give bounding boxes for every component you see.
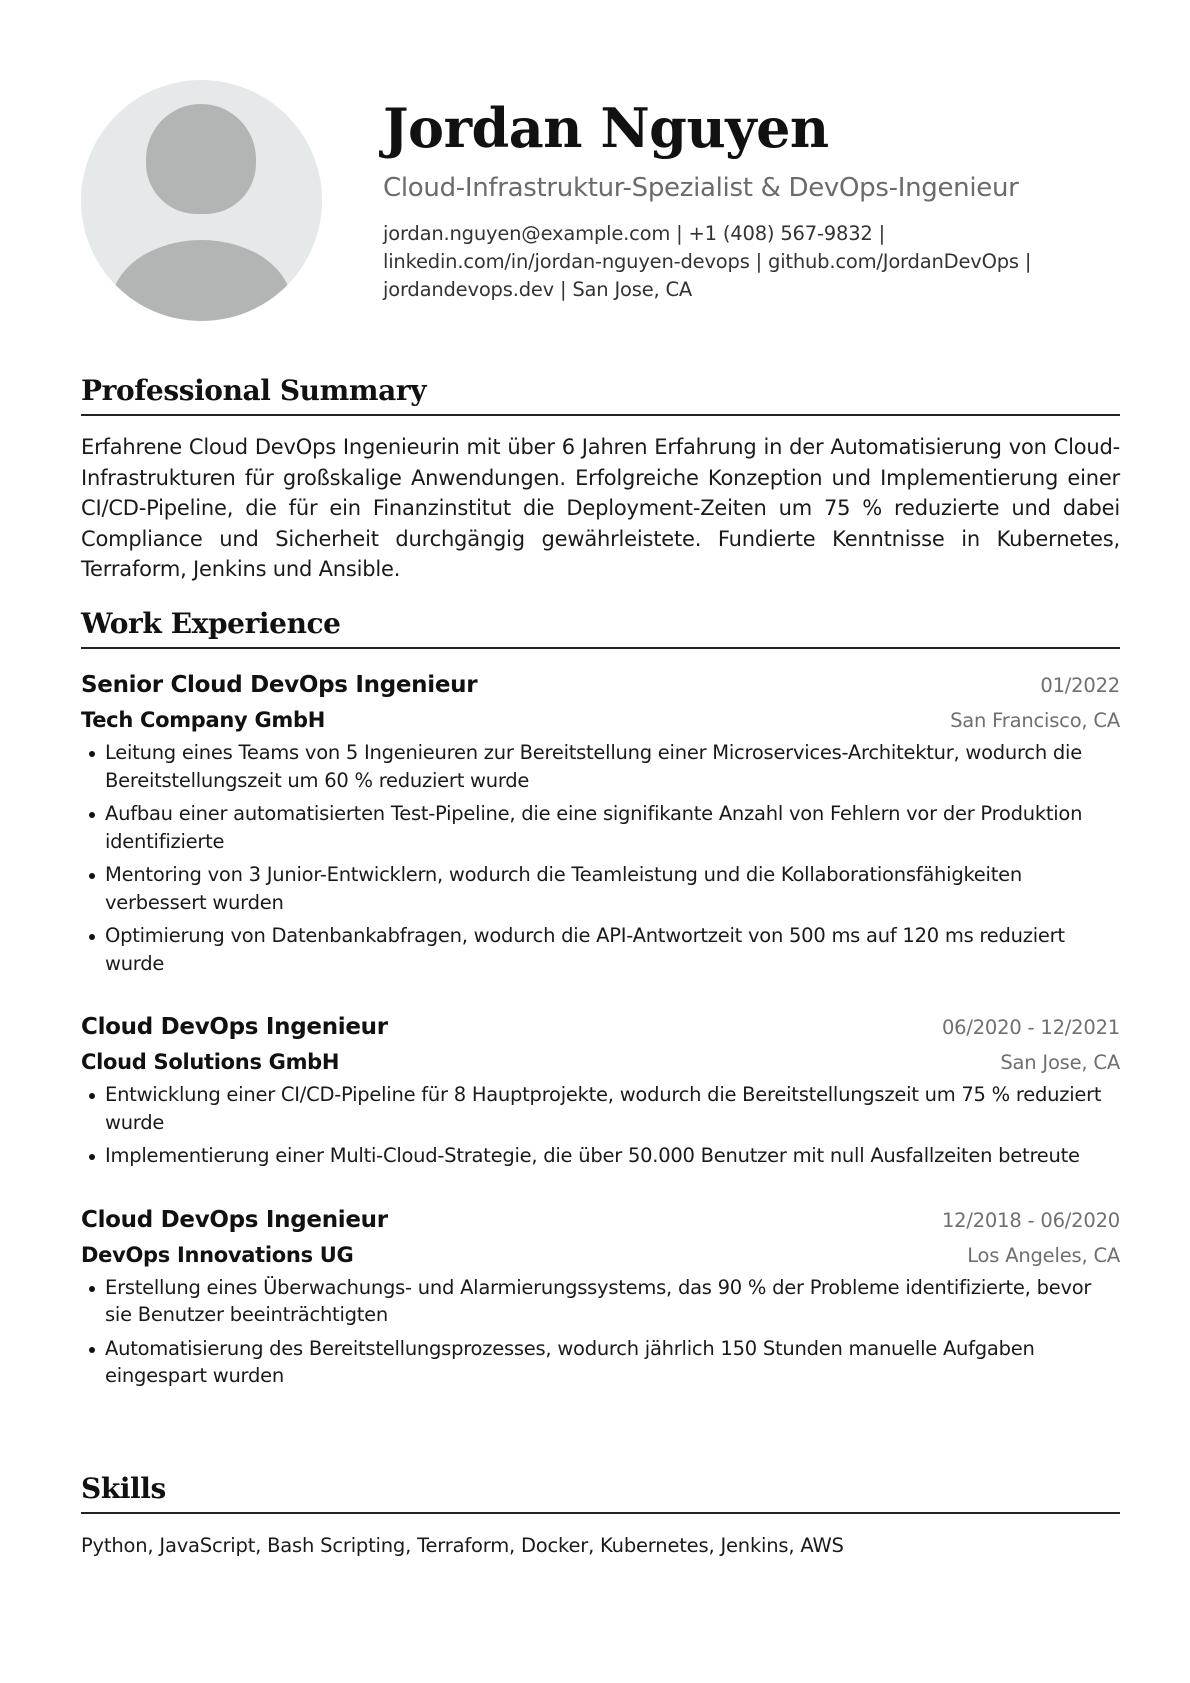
section-heading: Skills xyxy=(81,1470,1120,1514)
contact-line: linkedin.com/in/jordan-nguyen-devops | github.com/JordanDevOps | xyxy=(383,250,1032,273)
job-entry xyxy=(81,1009,1120,1170)
bullet-item: Implementierung einer Multi-Cloud-Strategie, die über 50.000 Benutzer mit null Ausfallzeiten betreute xyxy=(81,1142,1120,1170)
bullet-item: Automatisierung des Bereitstellungsprozesses, wodurch jährlich 150 Stunden manuelle Aufgaben eingespart wurden xyxy=(81,1335,1120,1390)
section-heading: Professional Summary xyxy=(81,372,1120,416)
contact-line: jordan.nguyen@example.com | +1 (408) 567-9832 | xyxy=(383,222,885,245)
contact-line: jordandevops.dev | San Jose, CA xyxy=(383,278,693,301)
job-date: 01/2022 xyxy=(1040,674,1120,697)
resume-header xyxy=(383,92,1120,304)
job-location: San Jose, CA xyxy=(1000,1051,1120,1074)
job-title: Cloud DevOps Ingenieur xyxy=(81,1014,388,1040)
job-location: Los Angeles, CA xyxy=(967,1243,1120,1267)
experience-section xyxy=(81,605,1120,1396)
bullet-item: Leitung eines Teams von 5 Ingenieuren zur Bereitstellung einer Microservices-Architektur, wodurch die Bereitstellungszeit um 60 % reduziert wurde xyxy=(81,739,1120,794)
job-location: San Francisco, CA xyxy=(950,709,1120,732)
summary-text: Erfahrene Cloud DevOps Ingenieurin mit über 6 Jahren Erfahrung in der Automatisierung von Cloud-Infrastrukturen für großskalige Anwendungen. Erfolgreiche Konzeption und Implementierung einer CI/CD-Pipeline, die für ein Finanzinstitut die Deployment-Zeiten um 75 % reduzierte und dabei Compliance und Sicherheit durchgängig gewährleistete. Fundierte Kenntnisse in Kubernetes, Terraform, Jenkins und Ansible. xyxy=(81,435,1120,581)
job-date: 06/2020 - 12/2021 xyxy=(941,1016,1120,1039)
profile-photo-placeholder xyxy=(81,80,322,321)
bullet-item: Optimierung von Datenbankabfragen, wodurch die API-Antwortzeit von 500 ms auf 120 ms reduziert wurde xyxy=(81,922,1120,977)
candidate-name: Jordan Nguyen xyxy=(383,96,829,160)
avatar-body-shape xyxy=(111,240,292,321)
company-name: DevOps Innovations UG xyxy=(81,1242,354,1267)
job-entry xyxy=(81,667,1120,977)
bullet-item: Entwicklung einer CI/CD-Pipeline für 8 Hauptprojekte, wodurch die Bereitstellungszeit um 75 % reduziert wurde xyxy=(81,1081,1120,1136)
contact-info xyxy=(383,220,1120,304)
job-bullets xyxy=(81,1274,1120,1390)
summary-section xyxy=(81,372,1120,585)
company-name: Cloud Solutions GmbH xyxy=(81,1050,340,1074)
bullet-item: Mentoring von 3 Junior-Entwicklern, wodurch die Teamleistung und die Kollaborationsfähigkeiten verbessert wurden xyxy=(81,861,1120,916)
job-bullets xyxy=(81,1081,1120,1170)
job-date: 12/2018 - 06/2020 xyxy=(941,1208,1120,1232)
job-title: Senior Cloud DevOps Ingenieur xyxy=(81,672,478,698)
bullet-item: Erstellung eines Überwachungs- und Alarmierungssystems, das 90 % der Probleme identifizierte, bevor sie Benutzer beeinträchtigten xyxy=(81,1274,1120,1329)
candidate-headline: Cloud-Infrastruktur-Spezialist & DevOps-Ingenieur xyxy=(383,173,1019,203)
job-entry xyxy=(81,1202,1120,1390)
bullet-item: Aufbau einer automatisierten Test-Pipeline, die eine signifikante Anzahl von Fehlern vor der Produktion identifizierte xyxy=(81,800,1120,855)
company-name: Tech Company GmbH xyxy=(81,708,325,732)
skills-section xyxy=(81,1470,1120,1560)
section-heading: Work Experience xyxy=(81,605,1120,649)
job-title: Cloud DevOps Ingenieur xyxy=(81,1206,388,1233)
job-bullets xyxy=(81,739,1120,977)
skills-list: Python, JavaScript, Bash Scripting, Terraform, Docker, Kubernetes, Jenkins, AWS xyxy=(81,1534,844,1557)
avatar-head-shape xyxy=(146,104,256,214)
